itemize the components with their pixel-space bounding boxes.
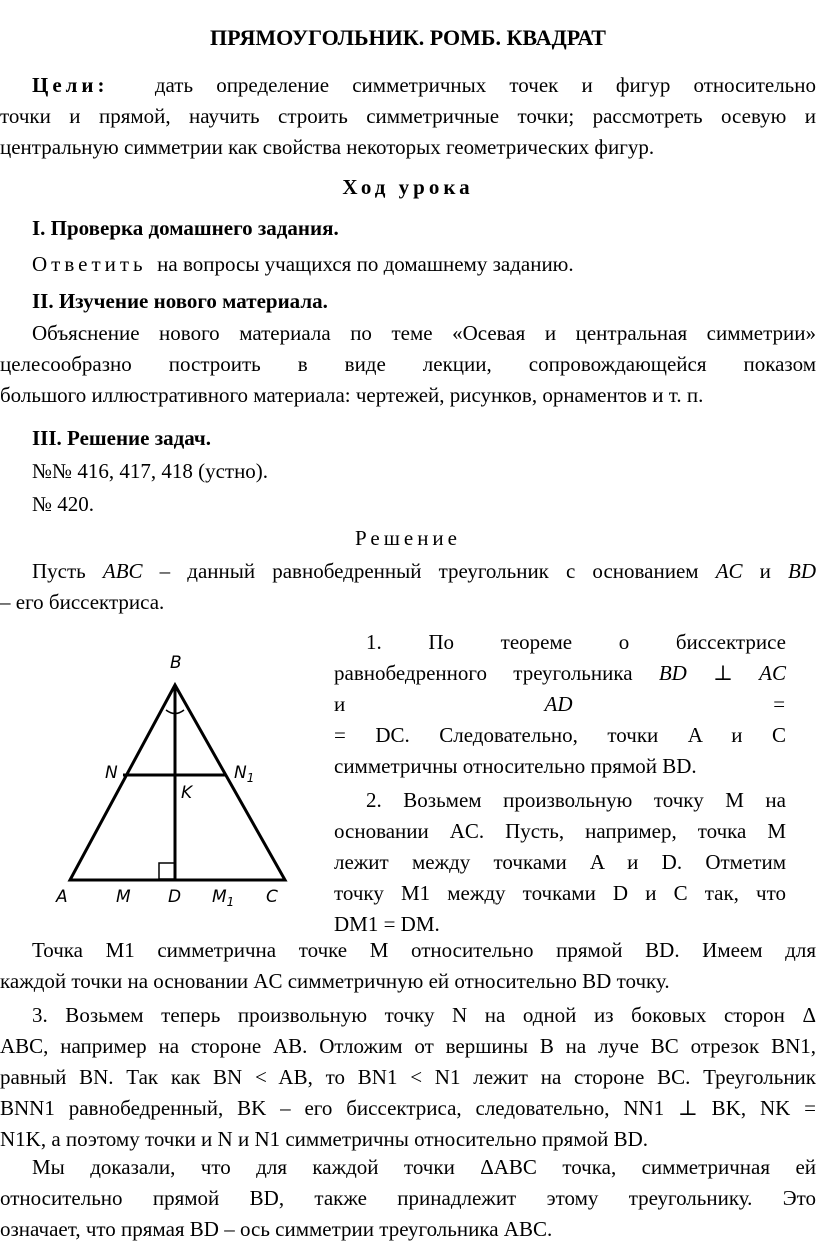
section2-line-3: большого иллюстративного материала: чертежей, рисунков, орнаментов и т. п. [0, 383, 704, 407]
step1-l2a: равнобедренного треугольника [334, 661, 633, 685]
step1-line-2 [334, 658, 786, 689]
intro-and: и [759, 559, 771, 583]
m1-line-1: Точка M1 симметрична точке M относительно прямой BD. Имеем для [32, 938, 816, 962]
section2-body [0, 318, 816, 411]
section3-heading: III. Решение задач. [32, 426, 212, 450]
step3-line-2: ABC, например на стороне AB. Отложим от вершины B на луче BC отрезок BN1, [0, 1034, 816, 1058]
page-title: ПРЯМОУГОЛЬНИК. РОМБ. КВАДРАТ [210, 25, 606, 50]
label-d: D [168, 887, 182, 907]
perp-symbol: ⊥ [713, 661, 733, 685]
step3-line-4: BNN1 равнобедренный, BK – его биссектриса, следовательно, NN1 ⊥ BK, NK = [0, 1096, 816, 1120]
intro-line-2: – его биссектриса. [0, 590, 165, 614]
step2-line-1: 2. Возьмем произвольную точку M на [366, 788, 786, 812]
intro-text-2: – данный равнобедренный треугольник с основанием [159, 559, 699, 583]
step1-line-4: = DC. Следовательно, точки A и C [334, 723, 786, 747]
step1-line-5: симметричны относительно прямой BD. [334, 754, 697, 778]
step3-line-3: равный BN. Так как BN < AB, то BN1 < N1 лежит на стороне BC. Треугольник [0, 1065, 816, 1089]
label-c: C [266, 887, 278, 907]
step1-line-1: 1. По теореме о биссектрисе [366, 630, 786, 654]
step2-line-5: DM1 = DM. [334, 912, 440, 936]
intro-word-1: Пусть [32, 559, 86, 583]
section2-line-1: Объяснение нового материала по теме «Осевая и центральная симметрии» [32, 321, 816, 345]
lesson-heading: Ход урока [342, 175, 474, 199]
label-m1-sub: 1 [226, 895, 235, 909]
step1-block [334, 627, 786, 782]
step1-l2b: BD [658, 661, 687, 685]
label-m1-main: M [212, 887, 227, 907]
step1-l3b: AD = [544, 692, 786, 716]
goals-label: Цели: [32, 73, 109, 97]
goals-line-3: центральную симметрии как свойства некоторых геометрических фигур. [0, 135, 655, 159]
step3-line-5: N1K, а поэтому точки и N и N1 симметричны относительно прямой BD. [0, 1127, 649, 1151]
section1-heading: I. Проверка домашнего задания. [32, 216, 339, 240]
step2-line-4: точку M1 между точками D и C так, что [334, 881, 786, 905]
label-k: K [181, 783, 193, 803]
label-n: N [105, 763, 118, 783]
step1-line-3 [334, 689, 786, 720]
goals-line-1 [0, 70, 816, 101]
conclusion-line-1: Мы доказали, что для каждой точки ΔABC точка, симметричная ей [32, 1155, 816, 1179]
right-angle-mark [159, 863, 175, 879]
step2-line-2: основании AC. Пусть, например, точка M [334, 819, 786, 843]
intro-ac: AC [715, 559, 743, 583]
goals-block [0, 70, 816, 163]
intro-line-1 [0, 556, 816, 587]
section2-heading: II. Изучение нового материала. [32, 289, 328, 313]
task-420: № 420. [32, 492, 95, 516]
intro-block [0, 556, 816, 618]
label-n1-main: N [234, 763, 247, 783]
step3-paragraph [0, 1000, 816, 1155]
label-a: A [56, 887, 68, 907]
step1-l2c: AC [759, 661, 786, 685]
intro-abc: ABC [102, 559, 143, 583]
conclusion-line-3: означает, что прямая BD – ось симметрии треугольника ABC. [0, 1217, 553, 1241]
goals-text-1: дать определение симметричных точек и фигур относительно [154, 73, 816, 97]
section2-line-2: целесообразно построить в виде лекции, сопровождающейся показом [0, 352, 816, 376]
goals-line-2: точки и прямой, научить строить симметричные точки; рассмотреть осевую и [0, 104, 816, 128]
intro-bd: BD [788, 559, 816, 583]
label-m1 [212, 887, 234, 909]
section1-label: Ответить [32, 252, 147, 276]
label-b: B [170, 653, 182, 673]
m1-line-2: каждой точки на основании AC симметричную ей относительно BD точку. [0, 969, 670, 993]
step3-line-1: 3. Возьмем теперь произвольную точку N на одной из боковых сторон Δ [32, 1003, 816, 1027]
m1-paragraph [0, 935, 816, 997]
label-m: M [116, 887, 131, 907]
triangle-figure [50, 650, 300, 910]
conclusion-line-2: относительно прямой BD, также принадлежит этому треугольнику. Это [0, 1186, 816, 1210]
label-n1-sub: 1 [246, 771, 255, 785]
step2-block [334, 785, 786, 940]
tasks-oral: №№ 416, 417, 418 (устно). [32, 459, 269, 483]
conclusion-paragraph [0, 1152, 816, 1245]
step1-l3a: и [334, 692, 346, 716]
section1-line [32, 249, 816, 280]
section1-text: на вопросы учащихся по домашнему заданию. [157, 252, 574, 276]
step2-line-3: лежит между точками A и D. Отметим [334, 850, 786, 874]
label-n1 [234, 763, 254, 785]
solution-heading: Решение [354, 526, 461, 550]
